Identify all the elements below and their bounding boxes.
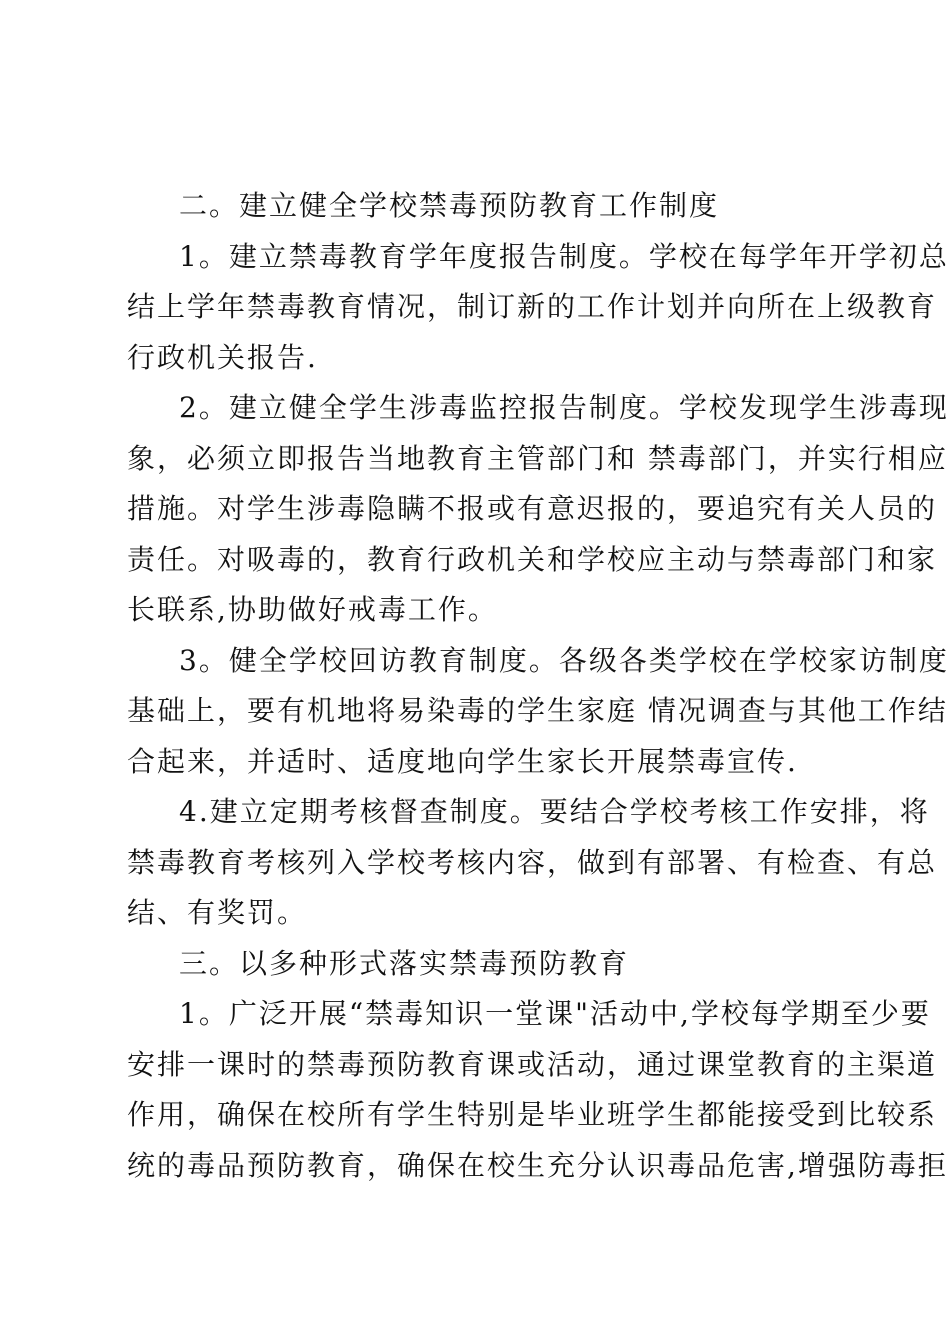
paragraph-item-2-3 [127,636,949,788]
paragraph-line: 3。健全学校回访教育制度。各级各类学校在学校家访制度 [179,643,949,677]
paragraph-line: 1。广泛开展“禁毒知识一堂课"活动中,学校每学期至少要 [179,997,931,1030]
paragraph-line: 措施。对学生涉毒隐瞒不报或有意迟报的，要追究有关人员的 [127,492,938,525]
paragraph-item-2-4 [127,787,938,939]
paragraph-line: 长联系,协助做好戒毒工作。 [127,593,498,626]
document-body [127,181,949,1191]
paragraph-line: 禁毒教育考核列入学校考核内容，做到有部署、有检查、有总 [127,845,938,879]
section-heading-2 [127,181,833,232]
paragraph-line: 4.建立定期考核督查制度。要结合学校考核工作安排，将 [179,795,930,828]
paragraph-line: 统的毒品预防教育，确保在校生充分认识毒品危害,增强防毒拒 [127,1148,948,1182]
paragraph-line: 结上学年禁毒教育情况，制订新的工作计划并向所在上级教育 [127,290,938,323]
paragraph-line: 责任。对吸毒的，教育行政机关和学校应主动与禁毒部门和家 [127,542,938,576]
section-heading-3 [127,939,833,990]
paragraph-item-3-1 [127,989,948,1191]
paragraph-line: 行政机关报告. [127,340,318,374]
paragraph-line: 基础上，要有机地将易染毒的学生家庭 情况调查与其他工作结 [127,694,948,727]
paragraph-item-2-1 [127,232,949,384]
paragraph-line: 1。建立禁毒教育学年度报告制度。学校在每学年开学初总 [179,239,949,273]
paragraph-line: 三。以多种形式落实禁毒预防教育 [179,946,630,980]
paragraph-item-2-2 [127,383,949,636]
paragraph-line: 2。建立健全学生涉毒监控报告制度。学校发现学生涉毒现 [179,391,949,424]
paragraph-line: 作用，确保在校所有学生特别是毕业班学生都能接受到比较系 [127,1098,938,1131]
paragraph-line: 结、有奖罚。 [127,896,308,929]
paragraph-line: 合起来，并适时、适度地向学生家长开展禁毒宣传. [127,744,798,778]
paragraph-line: 安排一课时的禁毒预防教育课或活动，通过课堂教育的主渠道 [127,1047,938,1081]
paragraph-line: 二。建立健全学校禁毒预防教育工作制度 [179,189,720,222]
paragraph-line: 象，必须立即报告当地教育主管部门和 禁毒部门，并实行相应 [127,441,948,475]
